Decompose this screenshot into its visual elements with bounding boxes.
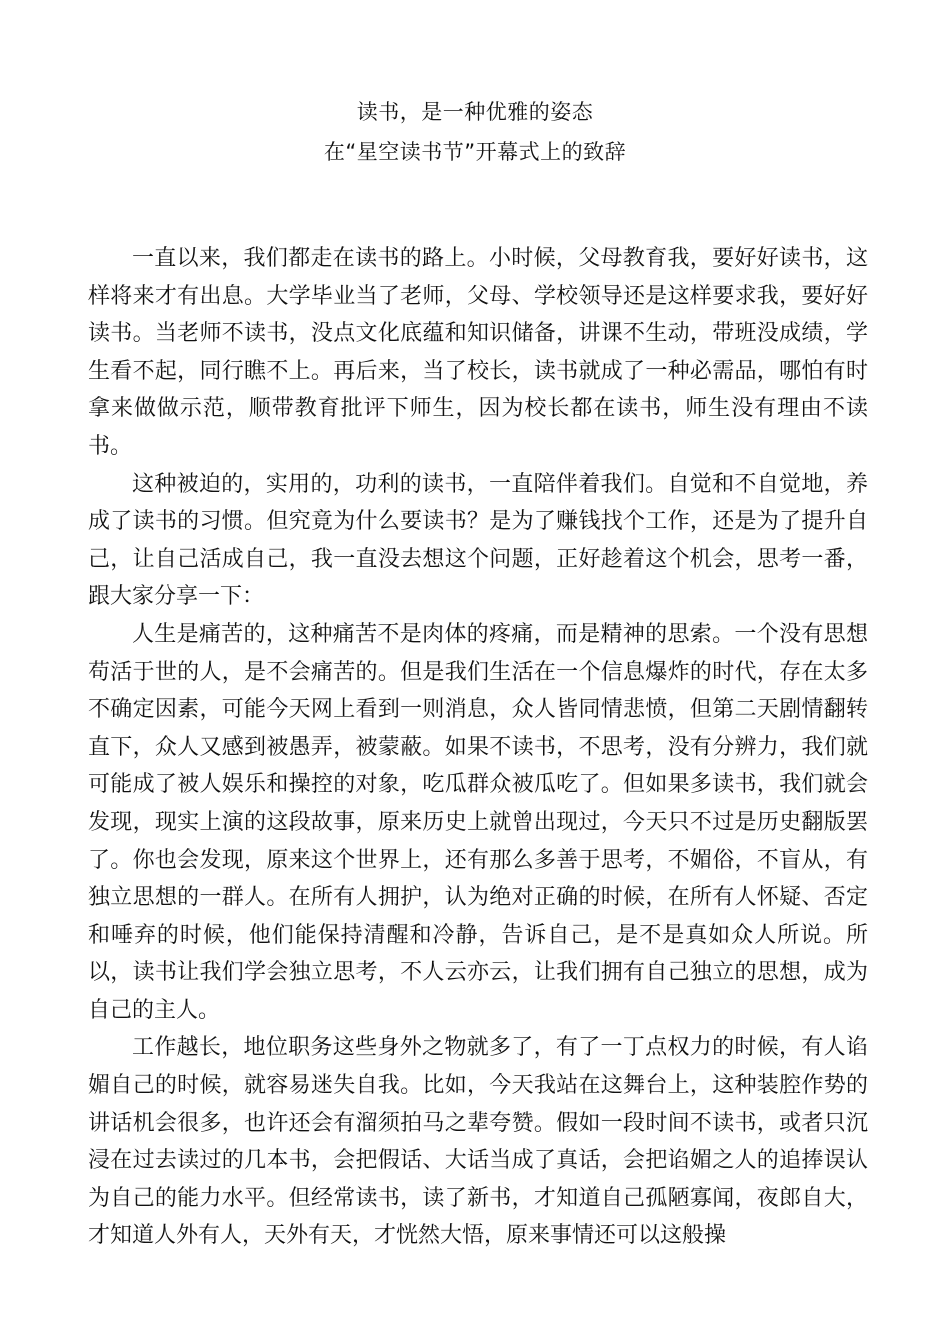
paragraph: 这种被迫的，实用的，功利的读书，一直陪伴着我们。自觉和不自觉地，养成了读书的习惯。但究竟为什么要读书？是为了赚钱找个工作，还是为了提升自己，让自己活成自己，我一直没去想这个问题，正好趁着这个机会，思考一番，跟大家分享一下： xyxy=(88,471,868,610)
title-block xyxy=(0,92,950,172)
paragraph: 一直以来，我们都走在读书的路上。小时候，父母教育我，要好好读书，这样将来才有出息。大学毕业当了老师，父母、学校领导还是这样要求我，要好好读书。当老师不读书，没点文化底蕴和知识储备，讲课不生动，带班没成绩，学生看不起，同行瞧不上。再后来，当了校长，读书就成了一种必需品，哪怕有时拿来做做示范，顺带教育批评下师生，因为校长都在读书，师生没有理由不读书。 xyxy=(88,246,868,459)
document-subtitle: 在“星空读书节”开幕式上的致辞 xyxy=(323,140,627,164)
body-text xyxy=(88,240,868,1255)
document-title: 读书，是一种优雅的姿态 xyxy=(356,100,594,124)
paragraph: 工作越长，地位职务这些身外之物就多了，有了一丁点权力的时候，有人谄媚自己的时候，就容易迷失自我。比如，今天我站在这舞台上，这种装腔作势的讲话机会很多，也许还会有溜须拍马之辈夸赞。假如一段时间不读书，或者只沉浸在过去读过的几本书，会把假话、大话当成了真话，会把谄媚之人的追捧误认为自己的能力水平。但经常读书，读了新书，才知道自己孤陋寡闻，夜郎自大，才知道人外有人，天外有天，才恍然大悟，原来事情还可以这般操 xyxy=(88,1035,868,1249)
paragraph: 人生是痛苦的，这种痛苦不是肉体的疼痛，而是精神的思索。一个没有思想苟活于世的人，是不会痛苦的。但是我们生活在一个信息爆炸的时代，存在太多不确定因素，可能今天网上看到一则消息，众人皆同情悲愤，但第二天剧情翻转直下，众人又感到被愚弄，被蒙蔽。如果不读书，不思考，没有分辨力，我们就可能成了被人娱乐和操控的对象，吃瓜群众被瓜吃了。但如果多读书，我们就会发现，现实上演的这段故事，原来历史上就曾出现过，今天只不过是历史翻版罢了。你也会发现，原来这个世界上，还有那么多善于思考，不媚俗，不盲从，有独立思想的一群人。在所有人拥护，认为绝对正确的时候，在所有人怀疑、否定和唾弃的时候，他们能保持清醒和冷静，告诉自己，是不是真如众人所说。所以，读书让我们学会独立思考，不人云亦云，让我们拥有自己独立的思想，成为自己的主人。 xyxy=(88,621,868,1023)
